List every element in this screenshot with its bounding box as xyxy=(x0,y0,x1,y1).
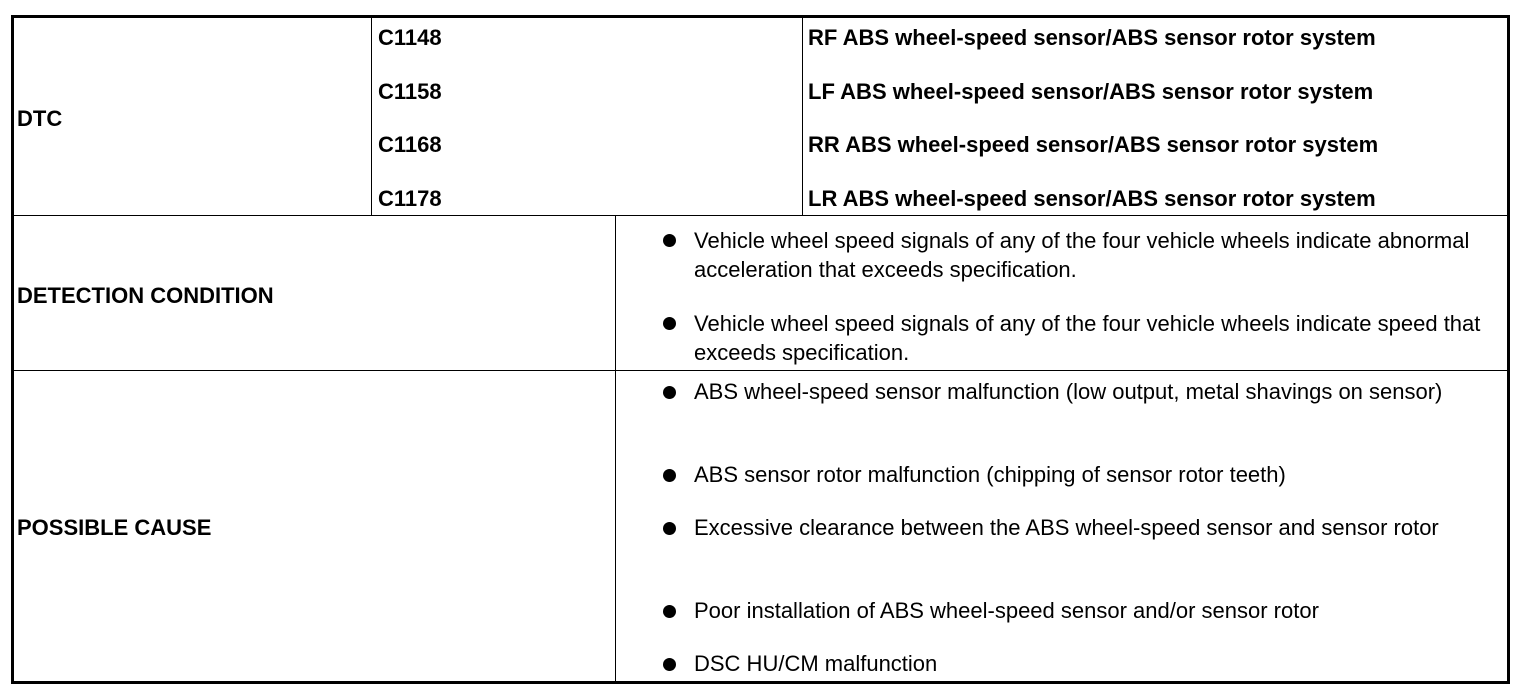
dtc-label: DTC xyxy=(17,106,63,131)
row-divider xyxy=(12,370,1509,371)
bullet-icon xyxy=(663,234,676,247)
bullet-icon xyxy=(663,317,676,330)
dtc-code: C1158 xyxy=(378,79,442,104)
possible-cause-item: Excessive clearance between the ABS wheel-speed sensor and sensor rotor xyxy=(694,515,1439,540)
possible-cause-item: ABS sensor rotor malfunction (chipping of sensor rotor teeth) xyxy=(694,462,1286,487)
dtc-code: C1168 xyxy=(378,132,442,157)
dtc-code: C1148 xyxy=(378,25,442,50)
possible-cause-item: DSC HU/CM malfunction xyxy=(694,651,938,676)
bullet-icon xyxy=(663,522,676,535)
dtc-description: LR ABS wheel-speed sensor/ABS sensor rotor system xyxy=(808,186,1376,211)
dtc-description: RF ABS wheel-speed sensor/ABS sensor rotor system xyxy=(808,25,1376,50)
possible-cause-item: ABS wheel-speed sensor malfunction (low output, metal shavings on sensor) xyxy=(694,379,1443,404)
bullet-icon xyxy=(663,605,676,618)
dtc-code: C1178 xyxy=(378,186,442,211)
detection-condition-label: DETECTION CONDITION xyxy=(17,283,274,308)
dtc-description: LF ABS wheel-speed sensor/ABS sensor rotor system xyxy=(808,79,1374,104)
row-divider xyxy=(12,215,1509,216)
detection-condition-item: Vehicle wheel speed signals of any of the four vehicle wheels indicate abnormal acceleration that exceeds specification. xyxy=(694,228,1470,282)
possible-cause-item: Poor installation of ABS wheel-speed sensor and/or sensor rotor xyxy=(694,598,1319,623)
column-divider xyxy=(615,216,616,683)
bullet-icon xyxy=(663,469,676,482)
dtc-description: RR ABS wheel-speed sensor/ABS sensor rotor system xyxy=(808,132,1379,157)
column-divider xyxy=(802,16,803,216)
detection-condition-item: Vehicle wheel speed signals of any of the four vehicle wheels indicate speed that exceeds specification. xyxy=(694,311,1481,365)
column-divider xyxy=(371,16,372,216)
bullet-icon xyxy=(663,658,676,671)
bullet-icon xyxy=(663,386,676,399)
possible-cause-label: POSSIBLE CAUSE xyxy=(17,515,212,540)
